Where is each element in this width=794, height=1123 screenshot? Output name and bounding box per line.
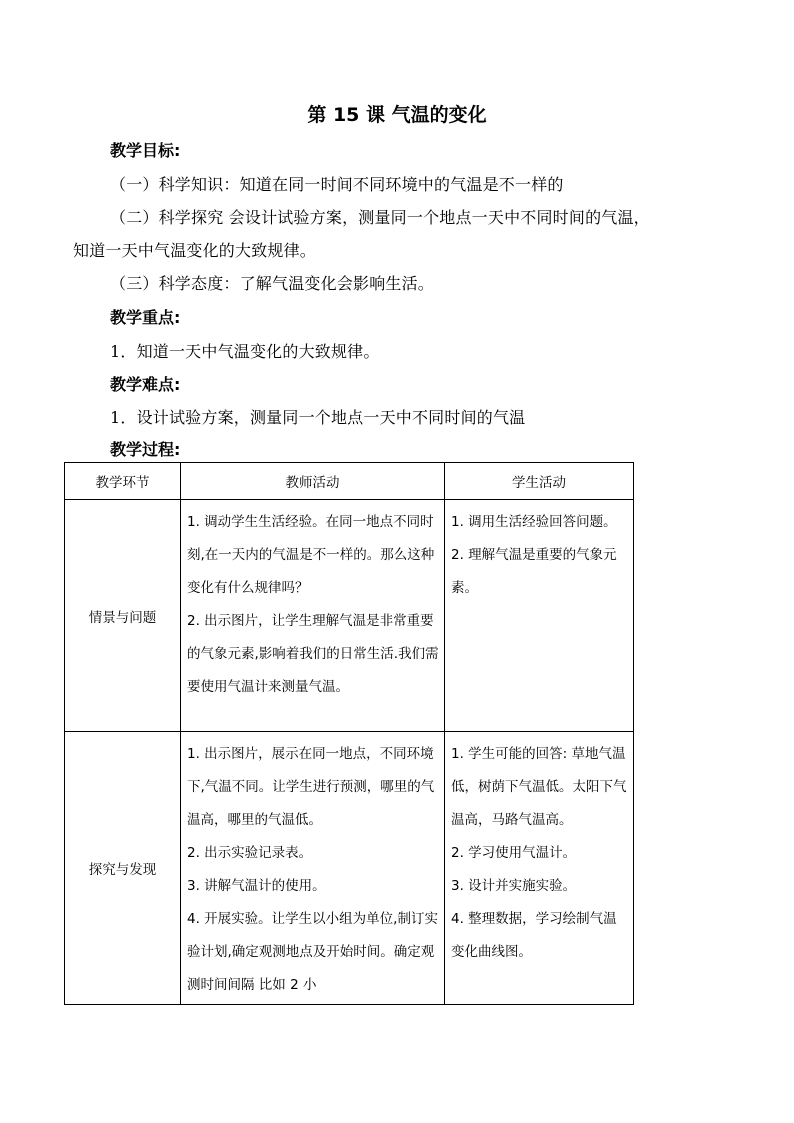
student-activity-item: 2. 学习使用气温计。 bbox=[451, 845, 577, 861]
table-row bbox=[65, 732, 634, 1005]
difficulty-item-1: 1．设计试验方案，测量同一个地点一天中不同时间的气温 bbox=[110, 408, 526, 427]
header-stage: 教学环节 bbox=[65, 463, 181, 500]
table-row bbox=[65, 500, 634, 732]
student-activity-cell bbox=[445, 500, 634, 732]
student-activity-item: 1. 调用生活经验回答问题。 bbox=[451, 514, 617, 530]
teaching-goals-heading: 教学目标: bbox=[110, 141, 181, 160]
goal-inquiry-line2: 知道一天中气温变化的大致规律。 bbox=[73, 241, 317, 260]
table-header-row bbox=[65, 463, 634, 500]
teacher-activity-cell bbox=[181, 500, 445, 732]
teacher-activity-cell bbox=[181, 732, 445, 1005]
teaching-process-table bbox=[64, 462, 634, 1005]
teaching-focus-heading: 教学重点: bbox=[110, 308, 181, 327]
teacher-activity-item: 1. 出示图片，展示在同一地点，不同环境下,气温不同。让学生进行预测，哪里的气温高，哪里的气温低。 bbox=[187, 746, 435, 828]
student-activity-item: 1. 学生可能的回答: 草地气温低，树荫下气温低。太阳下气温高，马路气温高。 bbox=[451, 746, 627, 828]
focus-item-1: 1．知道一天中气温变化的大致规律。 bbox=[110, 342, 380, 361]
student-activity-item: 3. 设计并实施实验。 bbox=[451, 878, 577, 894]
teaching-process-heading: 教学过程: bbox=[110, 440, 181, 459]
teacher-activity-item: 3. 讲解气温计的使用。 bbox=[187, 878, 326, 894]
teacher-activity-item: 1. 调动学生生活经验。在同一地点不同时刻,在一天内的气温是不一样的。那么这种变化有什么规律吗？ bbox=[187, 514, 435, 596]
teacher-activity-item: 4. 开展实验。让学生以小组为单位,制订实验计划,确定观测地点及开始时间。确定观测时间间隔 比如 2 小 bbox=[187, 911, 438, 993]
goal-knowledge: （一）科学知识：知道在同一时间不同环境中的气温是不一样的 bbox=[110, 175, 564, 194]
teacher-activity-item: 2. 出示图片，让学生理解气温是非常重要的气象元素,影响着我们的日常生活.我们需要使用气温计来测量气温。 bbox=[187, 613, 439, 695]
stage-cell: 探究与发现 bbox=[65, 732, 181, 1005]
student-activity-item: 4. 整理数据，学习绘制气温变化曲线图。 bbox=[451, 911, 617, 960]
teacher-activity-item: 2. 出示实验记录表。 bbox=[187, 845, 313, 861]
stage-cell: 情景与问题 bbox=[65, 500, 181, 732]
header-student-activity: 学生活动 bbox=[445, 463, 634, 500]
header-teacher-activity: 教师活动 bbox=[181, 463, 445, 500]
teaching-difficulty-heading: 教学难点: bbox=[110, 375, 181, 394]
goal-attitude: （三）科学态度：了解气温变化会影响生活。 bbox=[110, 274, 435, 293]
document-title: 第 15 课 气温的变化 bbox=[307, 104, 487, 126]
student-activity-cell bbox=[445, 732, 634, 1005]
student-activity-item: 2. 理解气温是重要的气象元素。 bbox=[451, 547, 617, 596]
goal-inquiry-line1: （二）科学探究 会设计试验方案，测量同一个地点一天中不同时间的气温， bbox=[110, 208, 650, 227]
